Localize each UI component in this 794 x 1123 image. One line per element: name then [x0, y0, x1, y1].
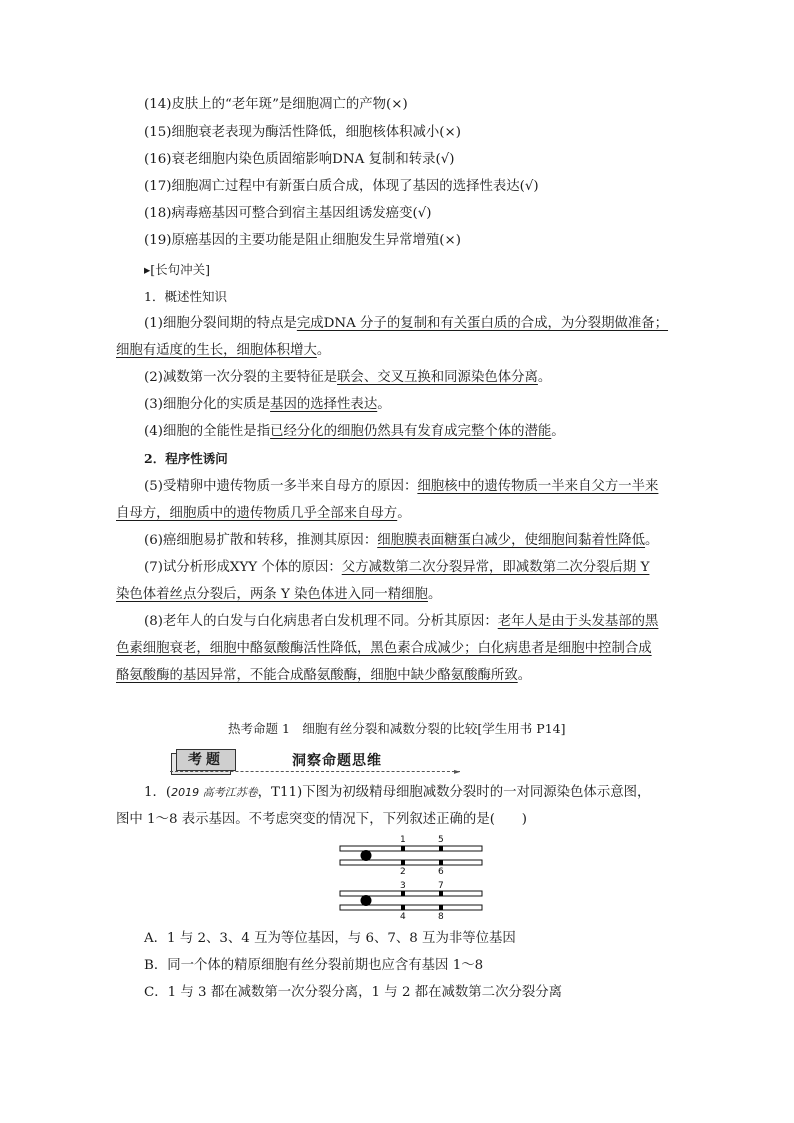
judgment-18: (18)病毒癌基因可整合到宿主基因组诱发癌变(√): [144, 206, 432, 221]
chromatid-2: [340, 860, 482, 865]
q4-prefix: (4)细胞的全能性是指: [144, 424, 271, 439]
q2-answer: 联会、交叉互换和同源染色体分离: [337, 370, 538, 385]
q2-prefix: (2)减数第一次分裂的主要特征是: [144, 370, 338, 385]
q8-line3: [116, 667, 531, 685]
gene-6-mark: [439, 860, 443, 865]
gene-label-5: 5: [438, 835, 444, 845]
chromatid-1: [340, 846, 482, 851]
q1-prefix: (1)细胞分裂间期的特点是: [144, 316, 297, 331]
q1-line2: [116, 342, 330, 360]
chromosome-figure: [336, 832, 488, 922]
judgment-19: (19)原癌基因的主要功能是阻止细胞发生异常增殖(×): [144, 233, 461, 248]
gene-2-mark: [401, 860, 405, 865]
q7-end: 。: [427, 587, 442, 602]
gene-5-mark: [439, 846, 443, 851]
q1-line1: [144, 315, 668, 333]
gene-label-1: 1: [400, 835, 406, 845]
q5-prefix: (5)受精卵中遗传物质一多半来自母方的原因：: [144, 479, 418, 494]
hot-topic-title: 热考命题 1 细胞有丝分裂和减数分裂的比较[学生用书 P14]: [228, 721, 566, 736]
banner-title: 洞察命题思维: [292, 753, 382, 769]
q2-line: [144, 369, 551, 387]
chromatid-4: [340, 905, 482, 910]
question-number: 1．(: [144, 785, 172, 800]
judgment-17: (17)细胞凋亡过程中有新蛋白质合成，体现了基因的选择性表达(√): [144, 179, 539, 194]
q5-answer-a: 细胞核中的遗传物质一半来自父方一半来: [417, 479, 659, 494]
exam-banner: [170, 747, 461, 776]
q7-answer-b: 染色体着丝点分裂后，两条 Y 染色体进入同一精细胞: [116, 587, 428, 602]
q1-end: 。: [316, 343, 331, 358]
gene-7-mark: [439, 891, 443, 896]
q6-end: 。: [645, 533, 659, 548]
q3-end: 。: [377, 397, 391, 412]
q4-answer: 已经分化的细胞仍然具有发育成完整个体的潜能: [270, 424, 552, 439]
q7-line2: [116, 586, 441, 604]
option-c: C．1 与 3 都在减数第一次分裂分离，1 与 2 都在减数第二次分裂分离: [144, 985, 563, 1000]
q8-line1: [144, 613, 658, 631]
arrow-right-icon: ►: [454, 767, 461, 776]
q4-end: 。: [551, 424, 565, 439]
q1-answer-a: 完成DNA 分子的复制和有关蛋白质的合成，为分裂期做准备；: [296, 316, 669, 331]
q5-line1: [144, 478, 658, 496]
q7-answer-a: 父方减数第二次分裂异常，即减数第二次分裂后期 Y: [341, 560, 650, 575]
q8-answer-c: 酪氨酸酶的基因异常，不能合成酪氨酸酶，细胞中缺少酪氨酸酶所致: [116, 668, 518, 683]
gene-label-6: 6: [438, 867, 444, 877]
banner-label: 考题: [176, 749, 236, 771]
gene-4-mark: [401, 905, 405, 910]
q6-prefix: (6)癌细胞易扩散和转移，推测其原因：: [144, 533, 378, 548]
q3-line: [144, 396, 391, 414]
gene-label-3: 3: [400, 881, 406, 891]
judgment-16: (16)衰老细胞内染色质固缩影响DNA 复制和转录(√): [144, 152, 455, 167]
q8-end: 。: [517, 668, 532, 683]
chromatid-3: [340, 891, 482, 896]
gene-label-7: 7: [438, 881, 444, 891]
question-text-1: ，T11)下图为初级精母细胞减数分裂时的一对同源染色体示意图，: [257, 785, 651, 800]
gene-label-2: 2: [400, 867, 406, 877]
q6-line: [144, 532, 658, 550]
question-source: 2019 高考江苏卷: [171, 786, 258, 799]
q3-answer: 基因的选择性表达: [270, 397, 378, 412]
banner-divider: [170, 771, 460, 772]
q8-prefix: (8)老年人的白发与白化病患者白发机理不同。分析其原因：: [144, 614, 498, 629]
part1-heading: 1．概述性知识: [144, 289, 227, 304]
q4-line: [144, 423, 565, 441]
q3-prefix: (3)细胞分化的实质是: [144, 397, 271, 412]
q6-answer: 细胞膜表面糖蛋白减少，使细胞间黏着性降低: [377, 533, 646, 548]
gene-3-mark: [401, 891, 405, 896]
centromere-1: [361, 850, 372, 861]
chromosome-pair-1: [340, 835, 482, 877]
q7-line1: [144, 559, 649, 577]
option-a: A．1 与 2、3、4 互为等位基因，与 6、7、8 互为非等位基因: [144, 931, 516, 946]
question-line1: [144, 784, 650, 802]
q5-answer-b: 自母方，细胞质中的遗传物质几乎全部来自母方: [116, 506, 398, 521]
q5-end: 。: [397, 506, 411, 521]
q8-line2: [116, 640, 652, 658]
q8-answer-a: 老年人是由于头发基部的黑: [497, 614, 659, 629]
q1-answer-b: 细胞有适度的生长，细胞体积增大: [116, 343, 317, 358]
judgment-15: (15)细胞衰老表现为酶活性降低，细胞核体积减小(×): [144, 125, 461, 140]
q2-end: 。: [537, 370, 552, 385]
section-label: ▸[长句冲关]: [144, 262, 211, 277]
gene-label-8: 8: [438, 912, 444, 922]
centromere-2: [361, 895, 372, 906]
q8-answer-b: 色素细胞衰老，细胞中酪氨酸酶活性降低，黑色素合成减少；白化病患者是细胞中控制合成: [116, 641, 652, 656]
chromosome-pair-2: [340, 881, 482, 922]
q7-prefix: (7)试分析形成XYY 个体的原因：: [144, 560, 342, 575]
q5-line2: [116, 505, 411, 523]
question-line2: 图中 1～8 表示基因。不考虑突变的情况下，下列叙述正确的是( ): [116, 812, 527, 827]
option-b: B．同一个体的精原细胞有丝分裂前期也应含有基因 1～8: [144, 958, 484, 973]
gene-label-4: 4: [400, 912, 406, 922]
gene-1-mark: [401, 846, 405, 851]
gene-8-mark: [439, 905, 443, 910]
part2-heading: 2．程序性诱问: [144, 451, 228, 466]
judgment-14: (14)皮肤上的“老年斑”是细胞凋亡的产物(×): [144, 97, 408, 112]
